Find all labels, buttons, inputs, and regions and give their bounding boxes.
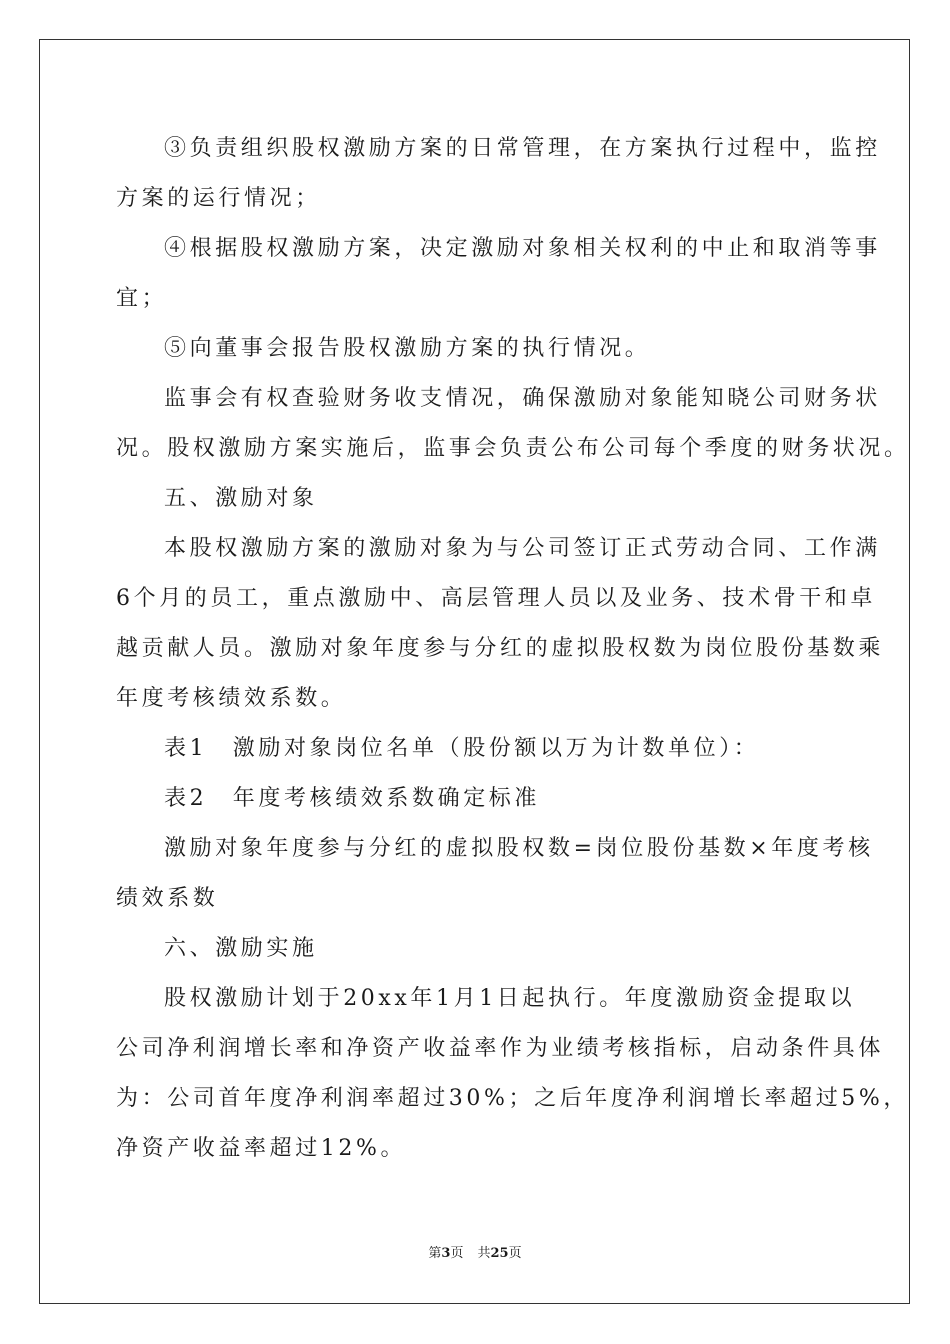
table-caption: 表2 年度考核绩效系数确定标准 [164,786,540,811]
total-pages-number: 25 [490,1246,509,1261]
footer-page-unit: 页 [450,1246,464,1261]
footer-total-unit: 页 [508,1246,522,1261]
paragraph-line: 为：公司首年度净利润率超过30%；之后年度净利润增长率超过5%， [116,1086,910,1111]
paragraph-line: 越贡献人员。激励对象年度参与分红的虚拟股权数为岗位股份基数乘 [116,636,885,661]
paragraph-line: 6个月的员工，重点激励中、高层管理人员以及业务、技术骨干和卓 [116,586,876,611]
paragraph-line: ⑤向董事会报告股权激励方案的执行情况。 [164,336,651,361]
page-footer [0,1245,950,1263]
paragraph-line: 净资产收益率超过12%。 [116,1136,407,1161]
paragraph-line: 股权激励计划于20xx年1月1日起执行。年度激励资金提取以 [164,986,856,1011]
footer-prefix: 第 [428,1246,442,1261]
paragraph-line: 况。股权激励方案实施后，监事会负责公布公司每个季度的财务状况。 [116,436,910,461]
footer-total-prefix: 共 [477,1246,491,1261]
paragraph-line: ③负责组织股权激励方案的日常管理，在方案执行过程中，监控 [164,136,881,161]
paragraph-line: 年度考核绩效系数。 [116,686,347,711]
paragraph-line: 宜； [116,286,168,311]
paragraph-line: 监事会有权查验财务收支情况，确保激励对象能知晓公司财务状 [164,386,881,411]
paragraph-line: 公司净利润增长率和净资产收益率作为业绩考核指标，启动条件具体 [116,1036,885,1061]
current-page-number: 3 [441,1246,451,1261]
paragraph-line: 激励对象年度参与分红的虚拟股权数=岗位股份基数×年度考核 [164,836,874,861]
paragraph-line: 方案的运行情况； [116,186,321,211]
section-heading: 五、激励对象 [164,486,318,511]
paragraph-line: ④根据股权激励方案，决定激励对象相关权利的中止和取消等事 [164,236,881,261]
paragraph-line: 绩效系数 [116,886,219,911]
paragraph-line: 本股权激励方案的激励对象为与公司签订正式劳动合同、工作满 [164,536,881,561]
section-heading: 六、激励实施 [164,936,318,961]
page-border [39,39,910,1304]
table-caption: 表1 激励对象岗位名单（股份额以万为计数单位）： [164,736,760,761]
